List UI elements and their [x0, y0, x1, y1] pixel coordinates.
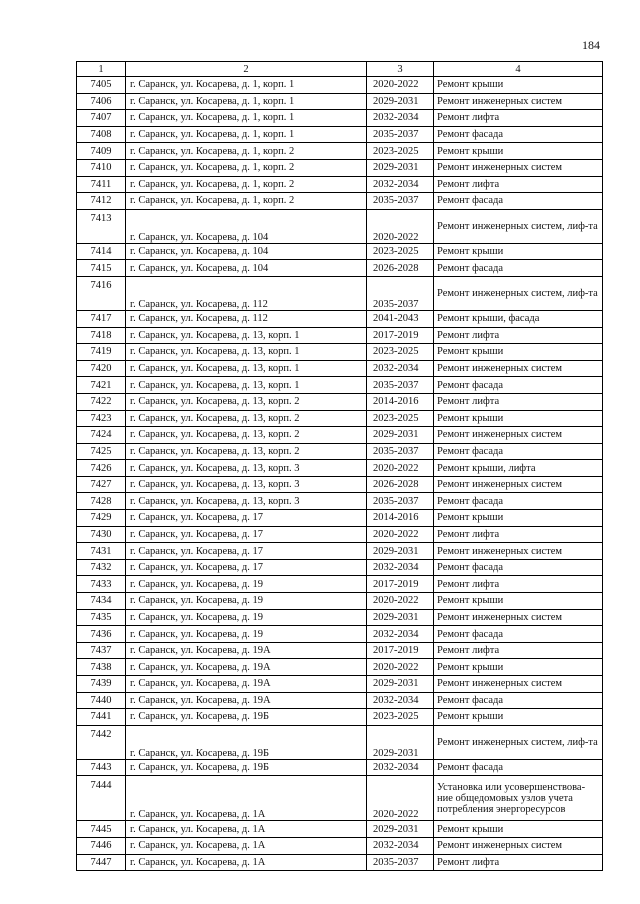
table-row: [77, 159, 603, 176]
address-cell: г. Саранск, ул. Косарева, д. 13, корп. 3: [126, 493, 367, 510]
work-type-cell: Ремонт фасада: [434, 493, 603, 510]
row-number: 7437: [77, 642, 126, 659]
address-cell: г. Саранск, ул. Косарева, д. 19А: [126, 659, 367, 676]
row-number: 7445: [77, 821, 126, 838]
address-cell: г. Саранск, ул. Косарева, д. 1, корп. 2: [126, 159, 367, 176]
table-row: [77, 377, 603, 394]
work-type-cell: Ремонт инженерных систем: [434, 676, 603, 693]
work-type-cell: Ремонт лифта: [434, 110, 603, 127]
years-cell: 2035-2037: [367, 276, 434, 310]
row-number: 7416: [77, 276, 126, 310]
years-cell: 2041-2043: [367, 310, 434, 327]
table-row: [77, 209, 603, 243]
years-cell: 2032-2034: [367, 110, 434, 127]
years-cell: 2035-2037: [367, 193, 434, 210]
work-type-cell: Ремонт инженерных систем: [434, 159, 603, 176]
row-number: 7407: [77, 110, 126, 127]
address-cell: г. Саранск, ул. Косарева, д. 17: [126, 543, 367, 560]
row-number: 7405: [77, 77, 126, 94]
row-number: 7424: [77, 427, 126, 444]
years-cell: 2035-2037: [367, 493, 434, 510]
work-type-cell: Ремонт фасада: [434, 260, 603, 277]
work-type-cell: Ремонт инженерных систем: [434, 476, 603, 493]
years-cell: 2023-2025: [367, 410, 434, 427]
years-cell: 2032-2034: [367, 176, 434, 193]
row-number: 7442: [77, 725, 126, 759]
table-row: [77, 327, 603, 344]
row-number: 7426: [77, 460, 126, 477]
page-number: 184: [582, 38, 600, 52]
row-number: 7422: [77, 393, 126, 410]
table-row: [77, 759, 603, 776]
row-number: 7406: [77, 93, 126, 110]
row-number: 7446: [77, 837, 126, 854]
table-row: [77, 126, 603, 143]
row-number: 7447: [77, 854, 126, 871]
work-type-cell: Ремонт инженерных систем: [434, 93, 603, 110]
address-cell: г. Саранск, ул. Косарева, д. 13, корп. 2: [126, 393, 367, 410]
work-type-cell: Ремонт крыши: [434, 510, 603, 527]
work-type-cell: Ремонт инженерных систем: [434, 609, 603, 626]
address-cell: г. Саранск, ул. Косарева, д. 19Б: [126, 759, 367, 776]
table-row: [77, 510, 603, 527]
table-row: [77, 344, 603, 361]
years-cell: 2035-2037: [367, 443, 434, 460]
row-number: 7420: [77, 360, 126, 377]
table-row: [77, 493, 603, 510]
years-cell: 2029-2031: [367, 821, 434, 838]
row-number: 7431: [77, 543, 126, 560]
years-cell: 2023-2025: [367, 143, 434, 160]
address-cell: г. Саранск, ул. Косарева, д. 104: [126, 260, 367, 277]
work-type-cell: Ремонт лифта: [434, 854, 603, 871]
work-type-cell: Ремонт инженерных систем: [434, 837, 603, 854]
row-number: 7409: [77, 143, 126, 160]
years-cell: 2029-2031: [367, 609, 434, 626]
table-row: [77, 821, 603, 838]
years-cell: 2032-2034: [367, 759, 434, 776]
address-cell: г. Саранск, ул. Косарева, д. 19: [126, 576, 367, 593]
table-row: [77, 176, 603, 193]
work-type-cell: Ремонт фасада: [434, 559, 603, 576]
header-col-2: 2: [126, 62, 367, 77]
address-cell: г. Саранск, ул. Косарева, д. 1, корп. 2: [126, 176, 367, 193]
table-row: [77, 642, 603, 659]
work-type-cell: Ремонт фасада: [434, 377, 603, 394]
table-row: [77, 526, 603, 543]
years-cell: 2032-2034: [367, 837, 434, 854]
address-cell: г. Саранск, ул. Косарева, д. 19А: [126, 692, 367, 709]
address-cell: г. Саранск, ул. Косарева, д. 13, корп. 1: [126, 344, 367, 361]
table-row: [77, 143, 603, 160]
years-cell: 2032-2034: [367, 692, 434, 709]
row-number: 7425: [77, 443, 126, 460]
years-cell: 2035-2037: [367, 126, 434, 143]
row-number: 7430: [77, 526, 126, 543]
years-cell: 2023-2025: [367, 243, 434, 260]
work-type-cell: Ремонт лифта: [434, 327, 603, 344]
row-number: 7443: [77, 759, 126, 776]
work-type-cell: Ремонт фасада: [434, 443, 603, 460]
years-cell: 2020-2022: [367, 526, 434, 543]
address-cell: г. Саранск, ул. Косарева, д. 13, корп. 2: [126, 410, 367, 427]
address-cell: г. Саранск, ул. Косарева, д. 19Б: [126, 709, 367, 726]
table-row: [77, 360, 603, 377]
address-cell: г. Саранск, ул. Косарева, д. 1А: [126, 854, 367, 871]
years-cell: 2020-2022: [367, 659, 434, 676]
work-type-cell: Ремонт лифта: [434, 176, 603, 193]
table-row: [77, 837, 603, 854]
years-cell: 2026-2028: [367, 260, 434, 277]
address-cell: г. Саранск, ул. Косарева, д. 17: [126, 559, 367, 576]
address-cell: г. Саранск, ул. Косарева, д. 13, корп. 1: [126, 360, 367, 377]
address-cell: г. Саранск, ул. Косарева, д. 19: [126, 593, 367, 610]
years-cell: 2029-2031: [367, 725, 434, 759]
work-type-cell: Ремонт инженерных систем: [434, 360, 603, 377]
work-type-cell: Ремонт крыши: [434, 709, 603, 726]
table-row: [77, 543, 603, 560]
address-cell: г. Саранск, ул. Косарева, д. 1А: [126, 821, 367, 838]
years-cell: 2029-2031: [367, 427, 434, 444]
address-cell: г. Саранск, ул. Косарева, д. 1, корп. 1: [126, 77, 367, 94]
row-number: 7419: [77, 344, 126, 361]
years-cell: 2023-2025: [367, 709, 434, 726]
header-col-3: 3: [367, 62, 434, 77]
table-row: [77, 709, 603, 726]
years-cell: 2020-2022: [367, 77, 434, 94]
address-cell: г. Саранск, ул. Косарева, д. 19А: [126, 676, 367, 693]
table-row: [77, 854, 603, 871]
row-number: 7427: [77, 476, 126, 493]
row-number: 7423: [77, 410, 126, 427]
work-type-cell: Ремонт лифта: [434, 526, 603, 543]
table-row: [77, 393, 603, 410]
table-row: [77, 243, 603, 260]
row-number: 7433: [77, 576, 126, 593]
table-row: [77, 609, 603, 626]
years-cell: 2017-2019: [367, 642, 434, 659]
years-cell: 2035-2037: [367, 854, 434, 871]
table-row: [77, 77, 603, 94]
years-cell: 2017-2019: [367, 327, 434, 344]
work-type-cell: Установка или усовершенствова-ние общедомовых узлов учета потребления энергоресурсов: [434, 776, 603, 821]
address-cell: г. Саранск, ул. Косарева, д. 112: [126, 310, 367, 327]
work-type-cell: Ремонт крыши, фасада: [434, 310, 603, 327]
years-cell: 2029-2031: [367, 543, 434, 560]
work-type-cell: Ремонт фасада: [434, 626, 603, 643]
work-type-cell: Ремонт крыши: [434, 593, 603, 610]
address-cell: г. Саранск, ул. Косарева, д. 1А: [126, 837, 367, 854]
work-type-cell: Ремонт лифта: [434, 642, 603, 659]
years-cell: 2014-2016: [367, 393, 434, 410]
address-cell: г. Саранск, ул. Косарева, д. 17: [126, 526, 367, 543]
address-cell: г. Саранск, ул. Косарева, д. 19Б: [126, 725, 367, 759]
work-type-cell: Ремонт инженерных систем, лиф-та: [434, 276, 603, 310]
table-row: [77, 593, 603, 610]
table-row: [77, 427, 603, 444]
work-type-cell: Ремонт крыши: [434, 410, 603, 427]
address-cell: г. Саранск, ул. Косарева, д. 1, корп. 2: [126, 193, 367, 210]
address-cell: г. Саранск, ул. Косарева, д. 19: [126, 609, 367, 626]
years-cell: 2032-2034: [367, 559, 434, 576]
work-type-cell: Ремонт инженерных систем: [434, 543, 603, 560]
years-cell: 2032-2034: [367, 626, 434, 643]
row-number: 7408: [77, 126, 126, 143]
work-type-cell: Ремонт фасада: [434, 692, 603, 709]
address-cell: г. Саранск, ул. Косарева, д. 1, корп. 1: [126, 126, 367, 143]
work-type-cell: Ремонт крыши: [434, 143, 603, 160]
years-cell: 2020-2022: [367, 593, 434, 610]
address-cell: г. Саранск, ул. Косарева, д. 13, корп. 2: [126, 427, 367, 444]
table-row: [77, 93, 603, 110]
address-cell: г. Саранск, ул. Косарева, д. 17: [126, 510, 367, 527]
address-cell: г. Саранск, ул. Косарева, д. 1А: [126, 776, 367, 821]
row-number: 7440: [77, 692, 126, 709]
years-cell: 2026-2028: [367, 476, 434, 493]
work-type-cell: Ремонт лифта: [434, 576, 603, 593]
address-cell: г. Саранск, ул. Косарева, д. 13, корп. 3: [126, 476, 367, 493]
row-number: 7432: [77, 559, 126, 576]
header-col-1: 1: [77, 62, 126, 77]
row-number: 7412: [77, 193, 126, 210]
address-cell: г. Саранск, ул. Косарева, д. 1, корп. 1: [126, 110, 367, 127]
row-number: 7410: [77, 159, 126, 176]
address-cell: г. Саранск, ул. Косарева, д. 19: [126, 626, 367, 643]
address-cell: г. Саранск, ул. Косарева, д. 13, корп. 1: [126, 377, 367, 394]
row-number: 7413: [77, 209, 126, 243]
row-number: 7441: [77, 709, 126, 726]
work-type-cell: Ремонт крыши: [434, 659, 603, 676]
years-cell: 2020-2022: [367, 209, 434, 243]
years-cell: 2020-2022: [367, 460, 434, 477]
table-row: [77, 410, 603, 427]
row-number: 7418: [77, 327, 126, 344]
work-type-cell: Ремонт крыши: [434, 243, 603, 260]
table-row: [77, 110, 603, 127]
row-number: 7428: [77, 493, 126, 510]
years-cell: 2023-2025: [367, 344, 434, 361]
address-cell: г. Саранск, ул. Косарева, д. 13, корп. 1: [126, 327, 367, 344]
row-number: 7438: [77, 659, 126, 676]
table-row: [77, 460, 603, 477]
row-number: 7435: [77, 609, 126, 626]
work-type-cell: Ремонт фасада: [434, 193, 603, 210]
header-col-4: 4: [434, 62, 603, 77]
work-type-cell: Ремонт инженерных систем: [434, 427, 603, 444]
table-header-row: [77, 62, 603, 77]
table-body: [77, 77, 603, 871]
table-row: [77, 193, 603, 210]
row-number: 7436: [77, 626, 126, 643]
table-row: [77, 659, 603, 676]
row-number: 7439: [77, 676, 126, 693]
row-number: 7414: [77, 243, 126, 260]
work-type-cell: Ремонт фасада: [434, 126, 603, 143]
row-number: 7444: [77, 776, 126, 821]
table-row: [77, 476, 603, 493]
repair-schedule-table: [76, 61, 603, 871]
row-number: 7417: [77, 310, 126, 327]
table-row: [77, 576, 603, 593]
years-cell: 2029-2031: [367, 159, 434, 176]
table-row: [77, 776, 603, 821]
years-cell: 2032-2034: [367, 360, 434, 377]
row-number: 7434: [77, 593, 126, 610]
table-row: [77, 276, 603, 310]
table-row: [77, 692, 603, 709]
table-row: [77, 260, 603, 277]
work-type-cell: Ремонт крыши: [434, 821, 603, 838]
table-row: [77, 310, 603, 327]
table-row: [77, 559, 603, 576]
years-cell: 2020-2022: [367, 776, 434, 821]
address-cell: г. Саранск, ул. Косарева, д. 19А: [126, 642, 367, 659]
years-cell: 2017-2019: [367, 576, 434, 593]
address-cell: г. Саранск, ул. Косарева, д. 1, корп. 1: [126, 93, 367, 110]
table-row: [77, 725, 603, 759]
work-type-cell: Ремонт лифта: [434, 393, 603, 410]
address-cell: г. Саранск, ул. Косарева, д. 13, корп. 3: [126, 460, 367, 477]
row-number: 7415: [77, 260, 126, 277]
years-cell: 2029-2031: [367, 676, 434, 693]
address-cell: г. Саранск, ул. Косарева, д. 13, корп. 2: [126, 443, 367, 460]
row-number: 7421: [77, 377, 126, 394]
years-cell: 2029-2031: [367, 93, 434, 110]
table-row: [77, 626, 603, 643]
work-type-cell: Ремонт инженерных систем, лиф-та: [434, 725, 603, 759]
address-cell: г. Саранск, ул. Косарева, д. 104: [126, 209, 367, 243]
years-cell: 2035-2037: [367, 377, 434, 394]
address-cell: г. Саранск, ул. Косарева, д. 104: [126, 243, 367, 260]
work-type-cell: Ремонт фасада: [434, 759, 603, 776]
table-row: [77, 443, 603, 460]
work-type-cell: Ремонт крыши, лифта: [434, 460, 603, 477]
years-cell: 2014-2016: [367, 510, 434, 527]
row-number: 7411: [77, 176, 126, 193]
row-number: 7429: [77, 510, 126, 527]
work-type-cell: Ремонт инженерных систем, лиф-та: [434, 209, 603, 243]
table-row: [77, 676, 603, 693]
address-cell: г. Саранск, ул. Косарева, д. 112: [126, 276, 367, 310]
address-cell: г. Саранск, ул. Косарева, д. 1, корп. 2: [126, 143, 367, 160]
work-type-cell: Ремонт крыши: [434, 344, 603, 361]
work-type-cell: Ремонт крыши: [434, 77, 603, 94]
